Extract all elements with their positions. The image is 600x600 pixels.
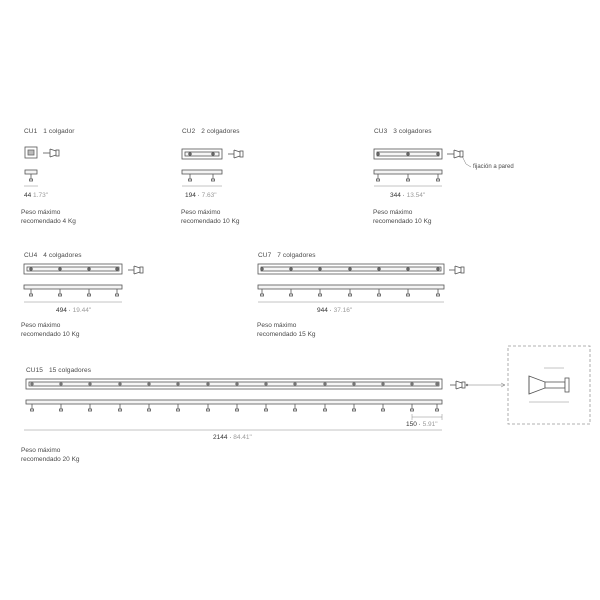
cu4-side-view xyxy=(128,266,143,274)
cu7-dimension: 944 · 37.16" xyxy=(317,307,353,314)
cu2-front-view xyxy=(182,149,222,159)
cu2-size-in: 7.63" xyxy=(201,192,217,199)
cu2-weight-note: Peso máximo recomendado 10 Kg xyxy=(181,209,240,225)
cu1-side-view xyxy=(43,149,59,157)
cu4-weight-note: Peso máximo recomendado 10 Kg xyxy=(21,322,80,338)
cu7-weight-note: Peso máximo recomendado 15 Kg xyxy=(257,322,316,338)
cu7-size-in: 37.16" xyxy=(333,307,353,314)
cu15-weight-note: Peso máximo recomendado 20 Kg xyxy=(21,447,80,463)
cu1-front-view xyxy=(25,147,37,158)
cu4-size-mm: 494 xyxy=(56,307,67,314)
cu2-code: CU2 xyxy=(182,128,196,135)
cu15-side-view xyxy=(450,381,465,389)
cu15-name: 15 colgadores xyxy=(48,367,92,374)
wall-fixing-leader xyxy=(462,156,471,167)
cu4-front-view xyxy=(24,264,122,274)
cu4-top-view xyxy=(24,285,122,296)
cu1-size-mm: 44 xyxy=(24,192,32,199)
cu7-top-view xyxy=(258,285,444,296)
spacing-dimension-line xyxy=(412,414,442,420)
cu15-front-view xyxy=(26,379,442,389)
cu3-weight-note: Peso máximo recomendado 10 Kg xyxy=(373,209,432,225)
cu7-name: 7 colgadores xyxy=(277,252,316,259)
cu2-size-mm: 194 xyxy=(185,192,196,199)
wall-fixing-label: fijación a pared xyxy=(473,164,514,170)
cu3-side-view xyxy=(447,150,463,158)
cu4-code: CU4 xyxy=(24,252,38,259)
cu4-name: 4 colgadores xyxy=(43,252,82,259)
cu3-dimension: 344 · 13.54" xyxy=(390,192,426,199)
spacing-in: 5.91" xyxy=(422,421,438,428)
cu15-top-view xyxy=(26,400,442,411)
spacing-dimension: 150 · 5.91" xyxy=(406,421,438,428)
zoom-leader xyxy=(466,383,505,387)
cu2-side-view xyxy=(228,150,243,158)
cu1-top-view xyxy=(25,170,37,181)
cu2-top-view xyxy=(182,170,222,181)
cu2-dimension: 194 · 7.63" xyxy=(185,192,217,199)
cu1-name: 1 colgador xyxy=(43,128,75,135)
cu4-dimension: 494 · 19.44" xyxy=(56,307,92,314)
cu4-size-in: 19.44" xyxy=(72,307,92,314)
cu3-top-view xyxy=(374,170,442,181)
cu7-front-view xyxy=(258,264,444,274)
cu2-name: 2 colgadores xyxy=(201,128,240,135)
cu3-front-view xyxy=(374,149,442,159)
cu15-size-in: 84.41" xyxy=(233,434,252,441)
cu3-size-in: 13.54" xyxy=(406,192,426,199)
cu3-code: CU3 xyxy=(374,128,388,135)
cu1-code: CU1 xyxy=(24,128,38,135)
cu7-size-mm: 944 xyxy=(317,307,328,314)
cu1-size-in: 1.73" xyxy=(33,192,49,199)
cu15-size-mm: 2144 xyxy=(213,434,228,441)
spacing-mm: 150 xyxy=(406,421,417,428)
cu15-dimension: 2144 · 84.41" xyxy=(213,434,252,441)
cu7-code: CU7 xyxy=(258,252,272,259)
cu7-side-view xyxy=(449,266,464,274)
cu15-code: CU15 xyxy=(26,367,44,374)
cu1-weight-note: Peso máximo recomendado 4 Kg xyxy=(21,209,76,225)
cu3-size-mm: 344 xyxy=(390,192,401,199)
cu3-name: 3 colgadores xyxy=(393,128,432,135)
